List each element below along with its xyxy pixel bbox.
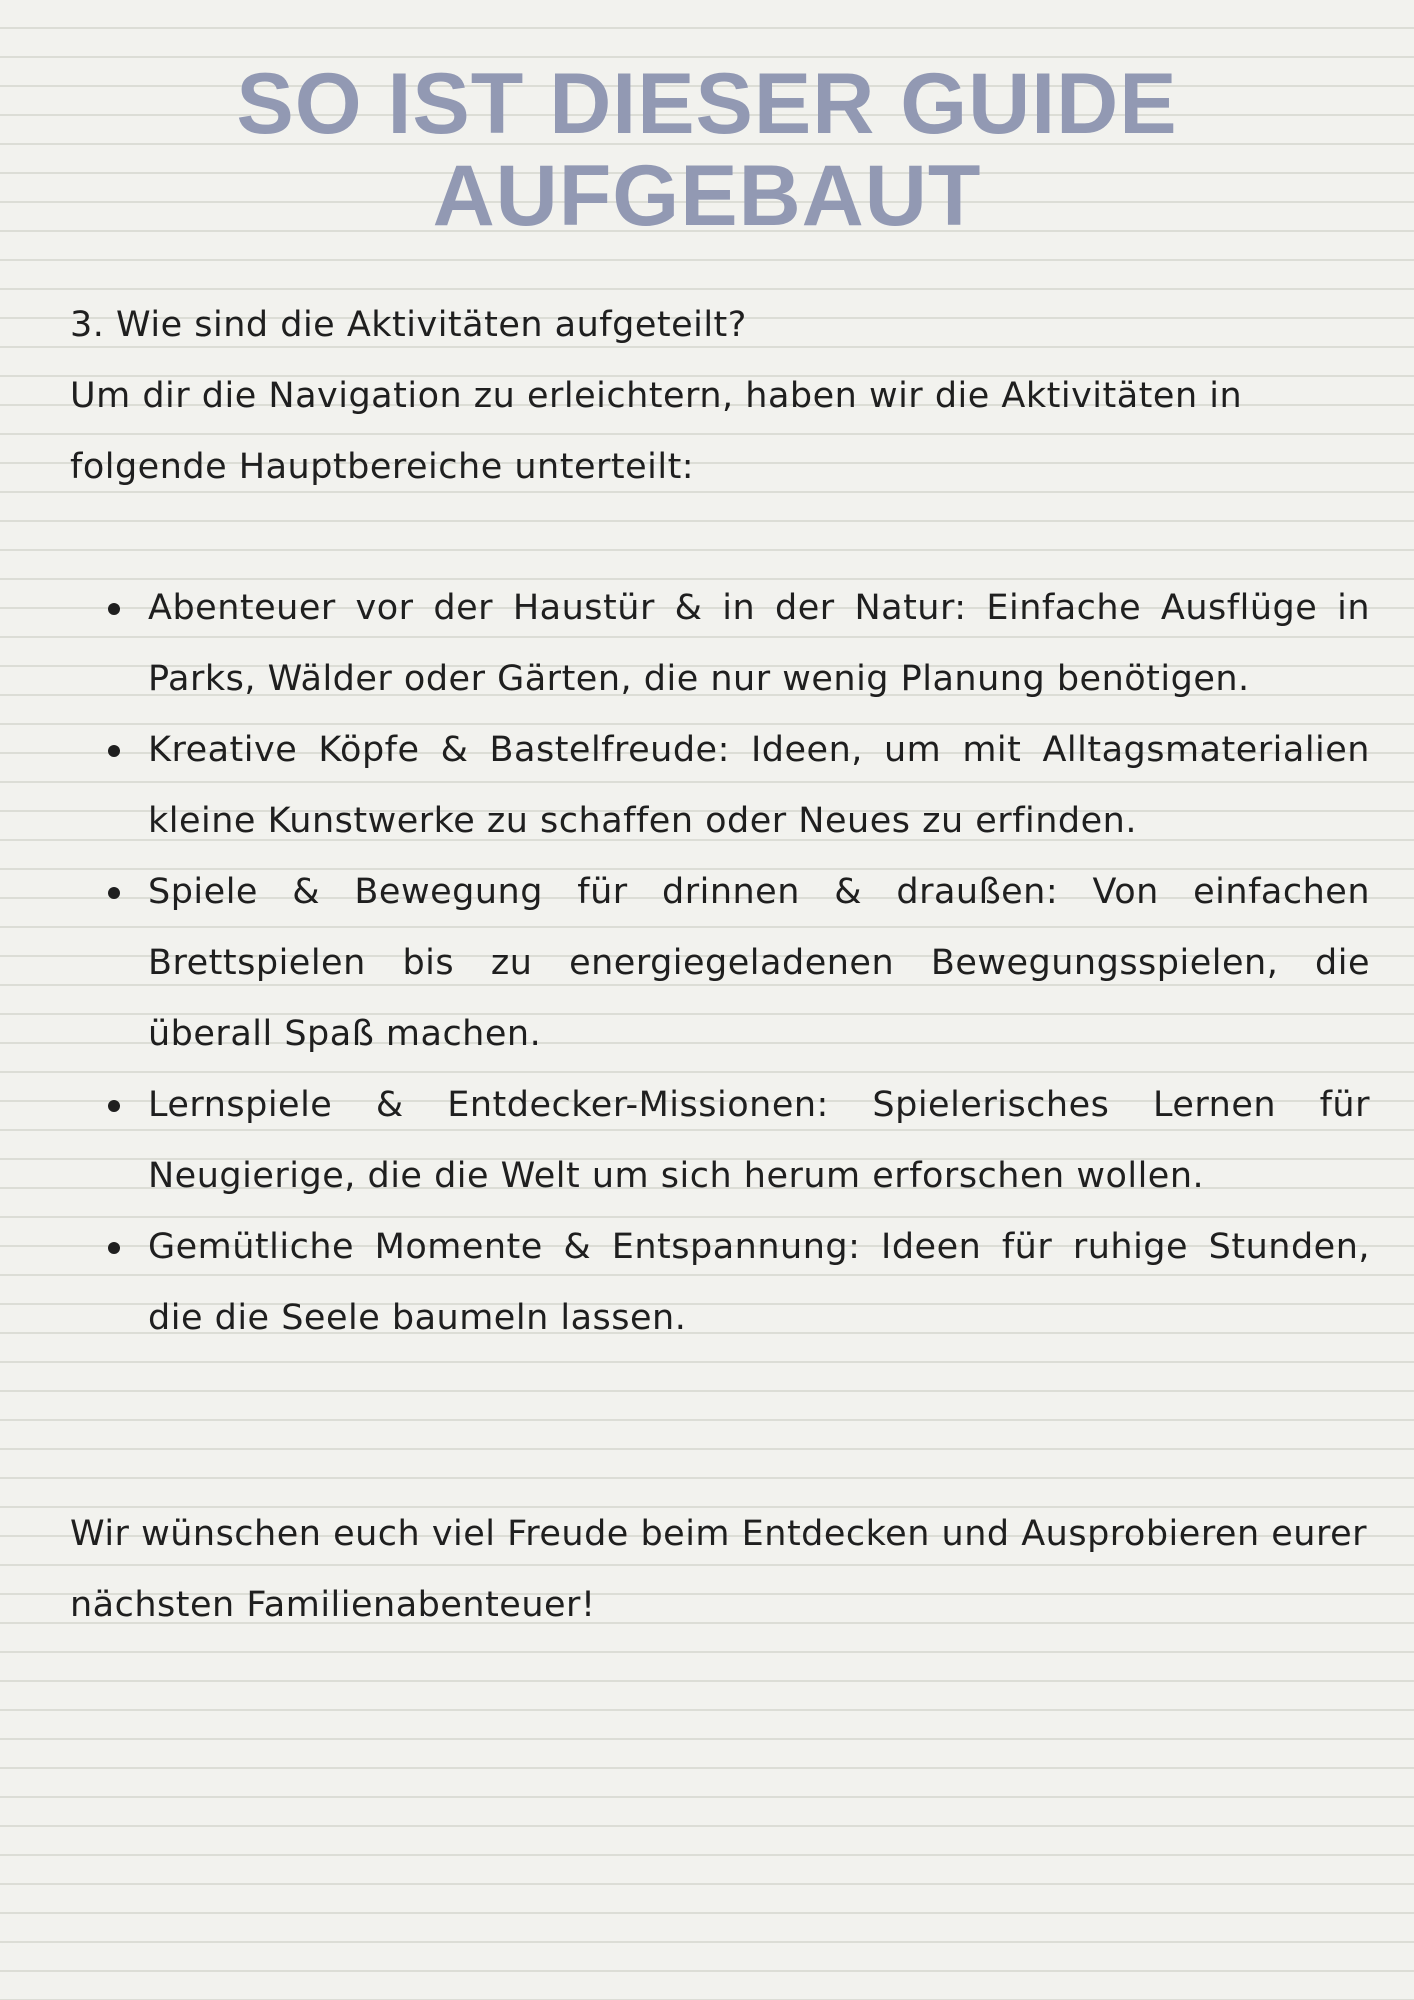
list-item-text: Kreative Köpfe & Bastelfreude: Ideen, um mit Alltagsmaterialien kleine Kunstwerke zu schaffen oder Neues zu erfinden. [148,730,1370,841]
list-item-text: Gemütliche Momente & Entspannung: Ideen für ruhige Stunden, die die Seele baumeln lassen. [148,1227,1370,1338]
section-question: 3. Wie sind die Aktivitäten aufgeteilt? [70,305,747,345]
intro-section [70,290,1370,503]
list-item-text: Spiele & Bewegung für drinnen & draußen: Von einfachen Brettspielen bis zu energiegeladenen Bewegungsspielen, die überall Spaß machen. [148,872,1370,1054]
bullet-icon [108,887,120,899]
page-title-line-1: SO IST DIESER GUIDE [236,56,1178,152]
bullet-icon [108,745,120,757]
page-title-line-2: AUFGEBAUT [432,148,982,244]
category-list [70,573,1370,1354]
bullet-icon [108,1242,120,1254]
intro-paragraph: Um dir die Navigation zu erleichtern, haben wir die Aktivitäten in folgende Hauptbereiche unterteilt: [70,376,1243,487]
list-item [70,1070,1370,1212]
page-title [0,58,1414,242]
bullet-icon [108,1100,120,1112]
list-item [70,1212,1370,1354]
list-item-text: Abenteuer vor der Haustür & in der Natur: Einfache Ausflüge in Parks, Wälder oder Gärten, die nur wenig Planung benötigen. [148,588,1370,699]
list-item-text: Lernspiele & Entdecker-Missionen: Spielerisches Lernen für Neugierige, die die Welt um sich herum erforschen wollen. [148,1085,1370,1196]
list-item [70,573,1370,715]
closing-paragraph: Wir wünschen euch viel Freude beim Entdecken und Ausprobieren eurer nächsten Familienabenteuer! [70,1514,1368,1625]
bullet-icon [108,603,120,615]
list-item [70,857,1370,1070]
list-item [70,715,1370,857]
